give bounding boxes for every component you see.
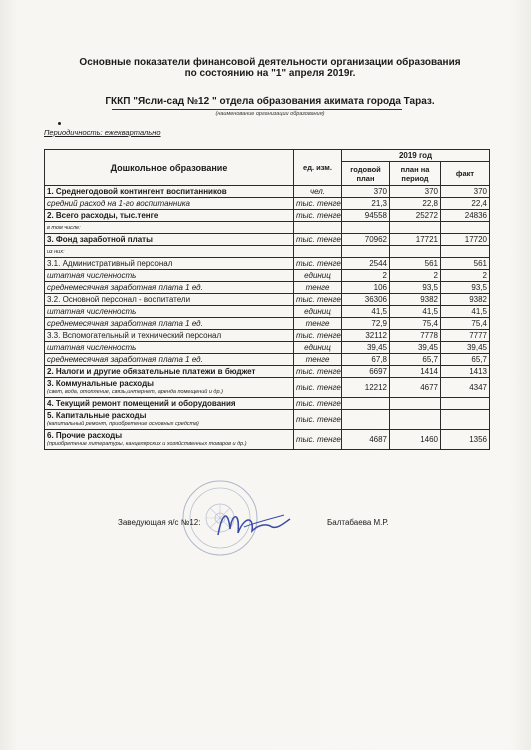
- organization-note: (наименование организации образования): [215, 111, 325, 117]
- cell-plan-period: 93,5: [390, 282, 441, 294]
- cell-plan-period: 25272: [390, 210, 441, 222]
- cell-plan-year: 2: [342, 270, 390, 282]
- header-year: 2019 год: [342, 150, 490, 162]
- cell-plan-year: [342, 222, 390, 234]
- table-row: [45, 330, 490, 342]
- row-label-text: штатная численность: [47, 342, 137, 352]
- cell-plan-period: [390, 222, 441, 234]
- cell-plan-year: 12212: [342, 378, 390, 398]
- row-label: [45, 270, 294, 282]
- row-label-text: среднемесячная заработная плата 1 ед.: [47, 282, 203, 292]
- row-unit: тенге: [294, 354, 342, 366]
- row-label-text: среднемесячная заработная плата 1 ед.: [47, 354, 203, 364]
- cell-fact: 93,5: [441, 282, 490, 294]
- row-unit: единиц: [294, 306, 342, 318]
- table-row: [45, 354, 490, 366]
- header-period-plan: план на период: [390, 162, 441, 186]
- row-unit: тыс. тенге: [294, 210, 342, 222]
- row-label: [45, 246, 294, 258]
- row-label-text: 1. Среднегодовой контингент воспитанников: [47, 186, 227, 196]
- row-label-text: 3.3. Вспомогательный и технический персонал: [47, 330, 222, 340]
- row-label-text: 3. Фонд заработной платы: [47, 234, 153, 244]
- cell-fact: [441, 398, 490, 410]
- row-unit: тыс. тенге: [294, 330, 342, 342]
- row-sublabel: (приобретение литературы, канцелярских и хозяйственных товаров и др.): [47, 441, 247, 447]
- row-label-text: в том числе:: [47, 225, 81, 231]
- header-annual-plan: годовой план: [342, 162, 390, 186]
- cell-fact: 2: [441, 270, 490, 282]
- table-row: [45, 222, 490, 234]
- row-label-text: штатная численность: [47, 270, 137, 280]
- ink-dot: [58, 122, 61, 125]
- row-label-text: 3. Коммунальные расходы: [47, 379, 154, 388]
- row-label-text: из них:: [47, 249, 65, 255]
- cell-plan-year: 106: [342, 282, 390, 294]
- cell-fact: 41,5: [441, 306, 490, 318]
- row-unit: тыс. тенге: [294, 294, 342, 306]
- table-row: [45, 366, 490, 378]
- row-unit: тыс. тенге: [294, 234, 342, 246]
- cell-fact: 75,4: [441, 318, 490, 330]
- cell-plan-year: 70962: [342, 234, 390, 246]
- cell-plan-period: 7778: [390, 330, 441, 342]
- row-label: [45, 366, 294, 378]
- row-label: [45, 354, 294, 366]
- cell-plan-period: [390, 410, 441, 430]
- cell-plan-period: [390, 246, 441, 258]
- row-label-text: 3.2. Основной персонал - воспитатели: [47, 294, 191, 304]
- table-row: [45, 306, 490, 318]
- cell-plan-year: 4687: [342, 430, 390, 450]
- cell-plan-year: [342, 410, 390, 430]
- row-sublabel: (капитальный ремонт, приобретение основных средств): [47, 421, 199, 427]
- table-row: [45, 398, 490, 410]
- table-row: [45, 246, 490, 258]
- row-unit: тыс. тенге: [294, 378, 342, 398]
- row-unit: [294, 222, 342, 234]
- cell-plan-period: 1460: [390, 430, 441, 450]
- row-unit: тыс. тенге: [294, 366, 342, 378]
- table-row: [45, 198, 490, 210]
- header-section: Дошкольное образование: [45, 150, 294, 186]
- cell-plan-period: 22,8: [390, 198, 441, 210]
- row-unit: тыс. тенге: [294, 198, 342, 210]
- row-sublabel: (свет, вода, отопление, связь,интернет, аренда помещений и др.): [47, 389, 223, 395]
- cell-fact: 561: [441, 258, 490, 270]
- row-label-text: штатная численность: [47, 306, 137, 316]
- cell-fact: 24836: [441, 210, 490, 222]
- cell-plan-period: 370: [390, 186, 441, 198]
- periodicity-label: Периодичность: ежеквартально: [44, 128, 161, 137]
- table-body: [45, 186, 490, 450]
- row-label: [45, 430, 294, 450]
- cell-plan-period: 9382: [390, 294, 441, 306]
- row-label-text: средний расход на 1-го воспитанника: [47, 198, 190, 208]
- cell-fact: 4347: [441, 378, 490, 398]
- director-name: Балтабаева М.Р.: [327, 518, 389, 527]
- header-unit: ед. изм.: [294, 150, 342, 186]
- report-title: Основные показатели финансовой деятельности организации образования: [79, 57, 461, 68]
- handwritten-signature: [214, 505, 294, 545]
- cell-fact: 370: [441, 186, 490, 198]
- table-row: [45, 430, 490, 450]
- row-unit: [294, 246, 342, 258]
- table-row: [45, 234, 490, 246]
- row-label: [45, 186, 294, 198]
- cell-plan-period: 4677: [390, 378, 441, 398]
- table-row: [45, 186, 490, 198]
- row-label: [45, 306, 294, 318]
- row-label-text: 2. Всего расходы, тыс.тенге: [47, 210, 159, 220]
- cell-plan-year: 39,45: [342, 342, 390, 354]
- table-row: [45, 294, 490, 306]
- cell-fact: [441, 246, 490, 258]
- row-label-text: 5. Капитальные расходы: [47, 411, 147, 420]
- cell-fact: [441, 222, 490, 234]
- row-unit: единиц: [294, 342, 342, 354]
- cell-plan-period: 41,5: [390, 306, 441, 318]
- table-row: [45, 258, 490, 270]
- row-unit: тыс. тенге: [294, 258, 342, 270]
- table-row: [45, 410, 490, 430]
- row-label: [45, 282, 294, 294]
- row-label: [45, 258, 294, 270]
- organization-underline: [112, 109, 402, 110]
- row-label: [45, 210, 294, 222]
- row-unit: чел.: [294, 186, 342, 198]
- cell-plan-year: 36306: [342, 294, 390, 306]
- row-unit: тыс. тенге: [294, 410, 342, 430]
- cell-plan-period: 65,7: [390, 354, 441, 366]
- row-label-text: 2. Налоги и другие обязательные платежи в бюджет: [47, 366, 256, 376]
- row-label-text: 6. Прочие расходы: [47, 431, 123, 440]
- row-unit: тенге: [294, 318, 342, 330]
- cell-plan-year: 94558: [342, 210, 390, 222]
- cell-plan-year: 41,5: [342, 306, 390, 318]
- row-label: [45, 378, 294, 398]
- row-label: [45, 234, 294, 246]
- row-label: [45, 342, 294, 354]
- cell-plan-year: 32112: [342, 330, 390, 342]
- cell-fact: 1413: [441, 366, 490, 378]
- cell-plan-year: [342, 398, 390, 410]
- cell-plan-year: 21,3: [342, 198, 390, 210]
- row-label-text: 3.1. Административный персонал: [47, 258, 173, 268]
- cell-fact: 65,7: [441, 354, 490, 366]
- row-label-text: 4. Текущий ремонт помещений и оборудования: [47, 398, 236, 408]
- table-row: [45, 342, 490, 354]
- cell-plan-year: 2544: [342, 258, 390, 270]
- table-row: [45, 270, 490, 282]
- row-unit: тыс. тенге: [294, 398, 342, 410]
- cell-plan-period: 17721: [390, 234, 441, 246]
- row-unit: тыс. тенге: [294, 430, 342, 450]
- header-fact: факт: [441, 162, 490, 186]
- cell-plan-year: 370: [342, 186, 390, 198]
- cell-plan-period: [390, 398, 441, 410]
- cell-fact: 22,4: [441, 198, 490, 210]
- cell-plan-period: 75,4: [390, 318, 441, 330]
- report-date: по состоянию на "1" апреля 2019г.: [184, 68, 356, 79]
- row-label-text: среднемесячная заработная плата 1 ед.: [47, 318, 203, 328]
- table-row: [45, 210, 490, 222]
- row-label: [45, 398, 294, 410]
- row-label: [45, 410, 294, 430]
- row-label: [45, 198, 294, 210]
- table-row: [45, 282, 490, 294]
- cell-plan-year: 6697: [342, 366, 390, 378]
- cell-fact: 39,45: [441, 342, 490, 354]
- cell-plan-year: [342, 246, 390, 258]
- table-row: [45, 378, 490, 398]
- director-position: Заведующая я/с №12:: [118, 518, 201, 527]
- cell-plan-period: 2: [390, 270, 441, 282]
- cell-fact: [441, 410, 490, 430]
- row-unit: единиц: [294, 270, 342, 282]
- table-row: [45, 318, 490, 330]
- cell-plan-year: 72,9: [342, 318, 390, 330]
- row-label: [45, 330, 294, 342]
- cell-plan-period: 561: [390, 258, 441, 270]
- cell-plan-period: 39,45: [390, 342, 441, 354]
- row-label: [45, 318, 294, 330]
- cell-plan-period: 1414: [390, 366, 441, 378]
- cell-plan-year: 67,8: [342, 354, 390, 366]
- cell-fact: 17720: [441, 234, 490, 246]
- organization-name: ГККП "Ясли-сад №12 " отдела образования акимата города Тараз.: [105, 96, 435, 107]
- row-label: [45, 294, 294, 306]
- row-label: [45, 222, 294, 234]
- row-unit: тенге: [294, 282, 342, 294]
- financial-indicators-table: [44, 149, 490, 450]
- cell-fact: 1356: [441, 430, 490, 450]
- cell-fact: 7777: [441, 330, 490, 342]
- cell-fact: 9382: [441, 294, 490, 306]
